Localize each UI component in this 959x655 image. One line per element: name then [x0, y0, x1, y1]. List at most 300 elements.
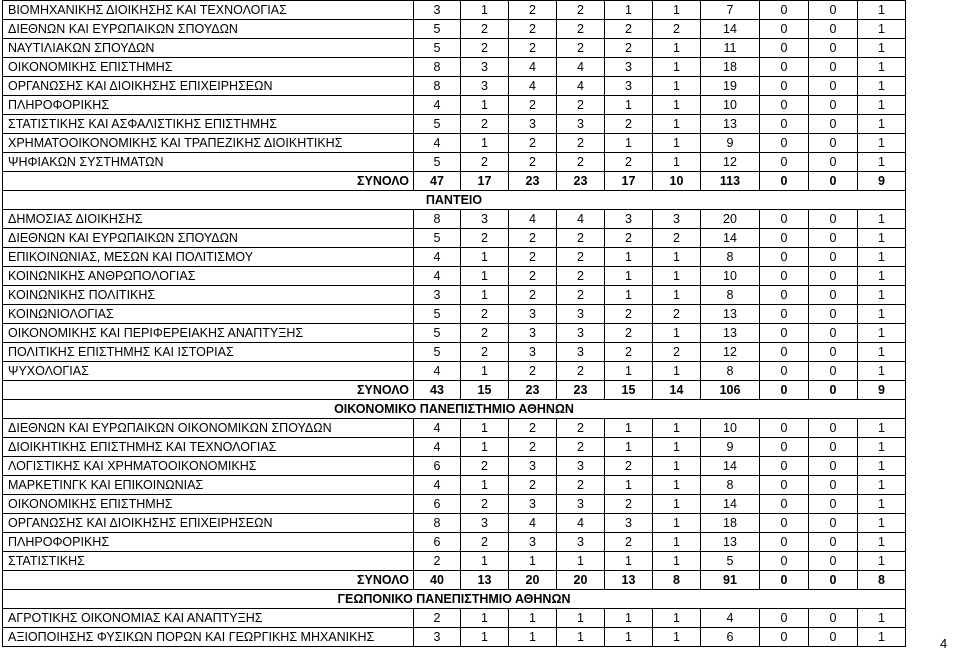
department-name-cell: ΨΗΦΙΑΚΩΝ ΣΥΣΤΗΜΑΤΩΝ — [3, 153, 414, 172]
value-cell-9: 0 — [809, 77, 858, 96]
value-cell-5: 13 — [605, 571, 653, 590]
section-header-row — [3, 590, 906, 609]
value-cell-6: 1 — [653, 1, 701, 20]
value-cell-5: 2 — [605, 305, 653, 324]
value-cell-7: 7 — [701, 1, 760, 20]
table-row — [3, 39, 906, 58]
table-row — [3, 20, 906, 39]
value-cell-8: 0 — [760, 39, 809, 58]
value-cell-6: 2 — [653, 229, 701, 248]
value-cell-3: 20 — [509, 571, 557, 590]
department-name-cell: ΚΟΙΝΩΝΙΚΗΣ ΑΝΘΡΩΠΟΛΟΓΙΑΣ — [3, 267, 414, 286]
value-cell-2: 1 — [461, 362, 509, 381]
value-cell-9: 0 — [809, 628, 858, 647]
value-cell-10: 1 — [858, 305, 906, 324]
value-cell-6: 1 — [653, 324, 701, 343]
value-cell-3: 2 — [509, 267, 557, 286]
value-cell-1: 47 — [414, 172, 461, 191]
value-cell-4: 1 — [557, 628, 605, 647]
value-cell-4: 3 — [557, 533, 605, 552]
value-cell-7: 8 — [701, 286, 760, 305]
value-cell-4: 2 — [557, 362, 605, 381]
department-name-cell: ΟΡΓΑΝΩΣΗΣ ΚΑΙ ΔΙΟΙΚΗΣΗΣ ΕΠΙΧΕΙΡΗΣΕΩΝ — [3, 77, 414, 96]
value-cell-7: 9 — [701, 438, 760, 457]
value-cell-2: 3 — [461, 58, 509, 77]
value-cell-2: 1 — [461, 552, 509, 571]
value-cell-5: 3 — [605, 514, 653, 533]
value-cell-8: 0 — [760, 514, 809, 533]
value-cell-6: 1 — [653, 39, 701, 58]
value-cell-1: 3 — [414, 286, 461, 305]
value-cell-3: 4 — [509, 58, 557, 77]
value-cell-8: 0 — [760, 419, 809, 438]
value-cell-3: 1 — [509, 552, 557, 571]
value-cell-7: 11 — [701, 39, 760, 58]
department-name-cell: ΟΙΚΟΝΟΜΙΚΗΣ ΕΠΙΣΤΗΜΗΣ — [3, 58, 414, 77]
value-cell-9: 0 — [809, 419, 858, 438]
value-cell-1: 5 — [414, 115, 461, 134]
value-cell-1: 5 — [414, 39, 461, 58]
value-cell-1: 40 — [414, 571, 461, 590]
value-cell-5: 2 — [605, 153, 653, 172]
value-cell-4: 3 — [557, 305, 605, 324]
value-cell-6: 1 — [653, 248, 701, 267]
value-cell-5: 3 — [605, 210, 653, 229]
value-cell-6: 1 — [653, 476, 701, 495]
value-cell-6: 1 — [653, 628, 701, 647]
value-cell-10: 1 — [858, 210, 906, 229]
value-cell-2: 13 — [461, 571, 509, 590]
value-cell-7: 13 — [701, 115, 760, 134]
value-cell-5: 1 — [605, 609, 653, 628]
value-cell-9: 0 — [809, 381, 858, 400]
department-name-cell: ΠΛΗΡΟΦΟΡΙΚΗΣ — [3, 96, 414, 115]
department-name-cell: ΔΙΕΘΝΩΝ ΚΑΙ ΕΥΡΩΠΑΙΚΩΝ ΣΠΟΥΔΩΝ — [3, 229, 414, 248]
value-cell-6: 2 — [653, 343, 701, 362]
value-cell-4: 3 — [557, 457, 605, 476]
value-cell-10: 1 — [858, 229, 906, 248]
value-cell-5: 2 — [605, 533, 653, 552]
value-cell-7: 13 — [701, 324, 760, 343]
value-cell-4: 2 — [557, 20, 605, 39]
value-cell-3: 2 — [509, 229, 557, 248]
section-header-row — [3, 191, 906, 210]
value-cell-7: 12 — [701, 343, 760, 362]
value-cell-4: 2 — [557, 153, 605, 172]
value-cell-7: 13 — [701, 533, 760, 552]
data-table — [2, 0, 906, 647]
value-cell-5: 2 — [605, 495, 653, 514]
value-cell-7: 9 — [701, 134, 760, 153]
department-name-cell: ΔΗΜΟΣΙΑΣ ΔΙΟΙΚΗΣΗΣ — [3, 210, 414, 229]
value-cell-5: 1 — [605, 476, 653, 495]
value-cell-4: 23 — [557, 172, 605, 191]
value-cell-10: 1 — [858, 77, 906, 96]
value-cell-4: 23 — [557, 381, 605, 400]
value-cell-2: 1 — [461, 248, 509, 267]
value-cell-1: 2 — [414, 609, 461, 628]
value-cell-2: 3 — [461, 514, 509, 533]
value-cell-7: 113 — [701, 172, 760, 191]
value-cell-1: 5 — [414, 343, 461, 362]
value-cell-7: 8 — [701, 362, 760, 381]
table-row — [3, 438, 906, 457]
table-row — [3, 229, 906, 248]
value-cell-8: 0 — [760, 438, 809, 457]
value-cell-1: 4 — [414, 96, 461, 115]
value-cell-3: 1 — [509, 609, 557, 628]
value-cell-1: 5 — [414, 20, 461, 39]
value-cell-9: 0 — [809, 115, 858, 134]
value-cell-2: 2 — [461, 305, 509, 324]
value-cell-1: 8 — [414, 58, 461, 77]
value-cell-2: 2 — [461, 229, 509, 248]
value-cell-9: 0 — [809, 476, 858, 495]
value-cell-9: 0 — [809, 552, 858, 571]
value-cell-10: 1 — [858, 248, 906, 267]
value-cell-2: 2 — [461, 115, 509, 134]
total-label: ΣΥΝΟΛΟ — [3, 381, 414, 400]
value-cell-3: 2 — [509, 286, 557, 305]
value-cell-4: 3 — [557, 343, 605, 362]
value-cell-3: 2 — [509, 153, 557, 172]
value-cell-5: 1 — [605, 267, 653, 286]
value-cell-8: 0 — [760, 286, 809, 305]
value-cell-7: 8 — [701, 476, 760, 495]
value-cell-1: 8 — [414, 514, 461, 533]
value-cell-10: 1 — [858, 324, 906, 343]
value-cell-10: 1 — [858, 1, 906, 20]
value-cell-1: 6 — [414, 457, 461, 476]
value-cell-10: 9 — [858, 172, 906, 191]
table-row — [3, 457, 906, 476]
value-cell-8: 0 — [760, 495, 809, 514]
department-name-cell: ΚΟΙΝΩΝΙΟΛΟΓΙΑΣ — [3, 305, 414, 324]
value-cell-4: 20 — [557, 571, 605, 590]
table-row — [3, 153, 906, 172]
department-name-cell: ΧΡΗΜΑΤΟΟΙΚΟΝΟΜΙΚΗΣ ΚΑΙ ΤΡΑΠΕΖΙΚΗΣ ΔΙΟΙΚΗΤΙΚΗΣ — [3, 134, 414, 153]
department-name-cell: ΣΤΑΤΙΣΤΙΚΗΣ ΚΑΙ ΑΣΦΑΛΙΣΤΙΚΗΣ ΕΠΙΣΤΗΜΗΣ — [3, 115, 414, 134]
value-cell-8: 0 — [760, 20, 809, 39]
value-cell-3: 3 — [509, 305, 557, 324]
value-cell-5: 2 — [605, 39, 653, 58]
value-cell-5: 2 — [605, 324, 653, 343]
value-cell-10: 1 — [858, 134, 906, 153]
value-cell-8: 0 — [760, 305, 809, 324]
value-cell-10: 1 — [858, 419, 906, 438]
total-row — [3, 172, 906, 191]
table-row — [3, 115, 906, 134]
value-cell-3: 2 — [509, 248, 557, 267]
department-name-cell: ΟΡΓΑΝΩΣΗΣ ΚΑΙ ΔΙΟΙΚΗΣΗΣ ΕΠΙΧΕΙΡΗΣΕΩΝ — [3, 514, 414, 533]
value-cell-8: 0 — [760, 324, 809, 343]
value-cell-3: 23 — [509, 172, 557, 191]
value-cell-7: 4 — [701, 609, 760, 628]
value-cell-5: 1 — [605, 628, 653, 647]
value-cell-3: 23 — [509, 381, 557, 400]
value-cell-9: 0 — [809, 495, 858, 514]
table-row — [3, 1, 906, 20]
value-cell-4: 3 — [557, 495, 605, 514]
value-cell-3: 2 — [509, 362, 557, 381]
value-cell-4: 2 — [557, 419, 605, 438]
value-cell-6: 1 — [653, 438, 701, 457]
value-cell-5: 1 — [605, 286, 653, 305]
department-name-cell: ΑΓΡΟΤΙΚΗΣ ΟΙΚΟΝΟΜΙΑΣ ΚΑΙ ΑΝΑΠΤΥΞΗΣ — [3, 609, 414, 628]
department-name-cell: ΚΟΙΝΩΝΙΚΗΣ ΠΟΛΙΤΙΚΗΣ — [3, 286, 414, 305]
value-cell-6: 1 — [653, 134, 701, 153]
value-cell-2: 2 — [461, 153, 509, 172]
section-title: ΟΙΚΟΝΟΜΙΚΟ ΠΑΝΕΠΙΣΤΗΜΙΟ ΑΘΗΝΩΝ — [3, 400, 906, 419]
value-cell-9: 0 — [809, 39, 858, 58]
section-title: ΓΕΩΠΟΝΙΚΟ ΠΑΝΕΠΙΣΤΗΜΙΟ ΑΘΗΝΩΝ — [3, 590, 906, 609]
value-cell-5: 2 — [605, 457, 653, 476]
value-cell-10: 1 — [858, 495, 906, 514]
value-cell-5: 3 — [605, 77, 653, 96]
value-cell-4: 2 — [557, 286, 605, 305]
value-cell-1: 5 — [414, 229, 461, 248]
value-cell-4: 2 — [557, 1, 605, 20]
table-row — [3, 77, 906, 96]
value-cell-5: 17 — [605, 172, 653, 191]
value-cell-6: 1 — [653, 362, 701, 381]
value-cell-7: 19 — [701, 77, 760, 96]
value-cell-8: 0 — [760, 476, 809, 495]
value-cell-7: 18 — [701, 58, 760, 77]
value-cell-9: 0 — [809, 267, 858, 286]
value-cell-5: 3 — [605, 58, 653, 77]
value-cell-1: 5 — [414, 324, 461, 343]
value-cell-10: 1 — [858, 115, 906, 134]
value-cell-9: 0 — [809, 438, 858, 457]
value-cell-6: 1 — [653, 609, 701, 628]
value-cell-8: 0 — [760, 628, 809, 647]
value-cell-1: 3 — [414, 628, 461, 647]
value-cell-2: 2 — [461, 495, 509, 514]
value-cell-4: 4 — [557, 514, 605, 533]
value-cell-10: 1 — [858, 438, 906, 457]
value-cell-6: 8 — [653, 571, 701, 590]
value-cell-6: 14 — [653, 381, 701, 400]
value-cell-8: 0 — [760, 571, 809, 590]
value-cell-6: 1 — [653, 457, 701, 476]
value-cell-2: 1 — [461, 286, 509, 305]
value-cell-3: 2 — [509, 96, 557, 115]
value-cell-7: 14 — [701, 229, 760, 248]
table-row — [3, 210, 906, 229]
value-cell-2: 2 — [461, 324, 509, 343]
value-cell-10: 1 — [858, 476, 906, 495]
value-cell-8: 0 — [760, 96, 809, 115]
value-cell-4: 1 — [557, 552, 605, 571]
table-row — [3, 552, 906, 571]
table-body — [3, 1, 906, 647]
value-cell-1: 6 — [414, 495, 461, 514]
value-cell-3: 3 — [509, 343, 557, 362]
value-cell-5: 1 — [605, 96, 653, 115]
value-cell-4: 2 — [557, 229, 605, 248]
value-cell-5: 1 — [605, 134, 653, 153]
value-cell-9: 0 — [809, 1, 858, 20]
value-cell-8: 0 — [760, 343, 809, 362]
value-cell-8: 0 — [760, 533, 809, 552]
value-cell-2: 1 — [461, 419, 509, 438]
value-cell-3: 2 — [509, 39, 557, 58]
value-cell-3: 1 — [509, 628, 557, 647]
value-cell-4: 4 — [557, 77, 605, 96]
table-row — [3, 628, 906, 647]
department-name-cell: ΑΞΙΟΠΟΙΗΣΗΣ ΦΥΣΙΚΩΝ ΠΟΡΩΝ ΚΑΙ ΓΕΩΡΓΙΚΗΣ ΜΗΧΑΝΙΚΗΣ — [3, 628, 414, 647]
value-cell-7: 91 — [701, 571, 760, 590]
value-cell-9: 0 — [809, 229, 858, 248]
table-row — [3, 96, 906, 115]
value-cell-10: 1 — [858, 20, 906, 39]
value-cell-3: 3 — [509, 457, 557, 476]
value-cell-2: 2 — [461, 457, 509, 476]
value-cell-1: 3 — [414, 1, 461, 20]
value-cell-2: 2 — [461, 533, 509, 552]
value-cell-10: 1 — [858, 343, 906, 362]
value-cell-1: 8 — [414, 210, 461, 229]
value-cell-6: 1 — [653, 267, 701, 286]
value-cell-7: 18 — [701, 514, 760, 533]
value-cell-7: 14 — [701, 20, 760, 39]
value-cell-6: 2 — [653, 305, 701, 324]
value-cell-2: 3 — [461, 77, 509, 96]
value-cell-7: 10 — [701, 419, 760, 438]
value-cell-1: 8 — [414, 77, 461, 96]
value-cell-3: 3 — [509, 533, 557, 552]
value-cell-5: 1 — [605, 1, 653, 20]
value-cell-6: 3 — [653, 210, 701, 229]
value-cell-2: 1 — [461, 628, 509, 647]
value-cell-6: 1 — [653, 286, 701, 305]
value-cell-1: 4 — [414, 362, 461, 381]
value-cell-5: 15 — [605, 381, 653, 400]
value-cell-10: 1 — [858, 267, 906, 286]
value-cell-3: 2 — [509, 438, 557, 457]
value-cell-10: 1 — [858, 628, 906, 647]
table-row — [3, 305, 906, 324]
value-cell-1: 5 — [414, 305, 461, 324]
table-row — [3, 343, 906, 362]
value-cell-4: 2 — [557, 134, 605, 153]
value-cell-2: 1 — [461, 1, 509, 20]
table-row — [3, 324, 906, 343]
value-cell-8: 0 — [760, 609, 809, 628]
value-cell-2: 1 — [461, 267, 509, 286]
department-name-cell: ΔΙΕΘΝΩΝ ΚΑΙ ΕΥΡΩΠΑΙΚΩΝ ΟΙΚΟΝΟΜΙΚΩΝ ΣΠΟΥΔΩΝ — [3, 419, 414, 438]
table-row — [3, 58, 906, 77]
value-cell-9: 0 — [809, 96, 858, 115]
department-name-cell: ΠΛΗΡΟΦΟΡΙΚΗΣ — [3, 533, 414, 552]
value-cell-10: 1 — [858, 153, 906, 172]
total-row — [3, 381, 906, 400]
value-cell-9: 0 — [809, 286, 858, 305]
value-cell-8: 0 — [760, 153, 809, 172]
value-cell-7: 20 — [701, 210, 760, 229]
value-cell-1: 4 — [414, 267, 461, 286]
value-cell-4: 2 — [557, 39, 605, 58]
value-cell-9: 0 — [809, 172, 858, 191]
value-cell-7: 12 — [701, 153, 760, 172]
value-cell-7: 8 — [701, 248, 760, 267]
value-cell-9: 0 — [809, 248, 858, 267]
value-cell-10: 1 — [858, 457, 906, 476]
value-cell-6: 1 — [653, 495, 701, 514]
value-cell-2: 1 — [461, 134, 509, 153]
value-cell-8: 0 — [760, 115, 809, 134]
department-name-cell: ΒΙΟΜΗΧΑΝΙΚΗΣ ΔΙΟΙΚΗΣΗΣ ΚΑΙ ΤΕΧΝΟΛΟΓΙΑΣ — [3, 1, 414, 20]
value-cell-9: 0 — [809, 343, 858, 362]
value-cell-4: 3 — [557, 324, 605, 343]
value-cell-3: 4 — [509, 210, 557, 229]
value-cell-2: 2 — [461, 20, 509, 39]
value-cell-8: 0 — [760, 172, 809, 191]
value-cell-6: 10 — [653, 172, 701, 191]
value-cell-7: 13 — [701, 305, 760, 324]
value-cell-8: 0 — [760, 267, 809, 286]
value-cell-6: 1 — [653, 115, 701, 134]
value-cell-9: 0 — [809, 609, 858, 628]
table-row — [3, 495, 906, 514]
value-cell-1: 6 — [414, 533, 461, 552]
value-cell-10: 1 — [858, 552, 906, 571]
value-cell-6: 1 — [653, 552, 701, 571]
value-cell-4: 2 — [557, 438, 605, 457]
value-cell-7: 10 — [701, 96, 760, 115]
value-cell-7: 5 — [701, 552, 760, 571]
value-cell-10: 8 — [858, 571, 906, 590]
value-cell-6: 1 — [653, 514, 701, 533]
value-cell-2: 1 — [461, 438, 509, 457]
value-cell-7: 10 — [701, 267, 760, 286]
value-cell-9: 0 — [809, 457, 858, 476]
table-row — [3, 514, 906, 533]
value-cell-9: 0 — [809, 58, 858, 77]
value-cell-8: 0 — [760, 1, 809, 20]
value-cell-1: 4 — [414, 248, 461, 267]
value-cell-2: 1 — [461, 609, 509, 628]
value-cell-1: 43 — [414, 381, 461, 400]
value-cell-2: 1 — [461, 476, 509, 495]
value-cell-2: 3 — [461, 210, 509, 229]
value-cell-3: 2 — [509, 134, 557, 153]
department-name-cell: ΝΑΥΤΙΛΙΑΚΩΝ ΣΠΟΥΔΩΝ — [3, 39, 414, 58]
table-row — [3, 476, 906, 495]
value-cell-8: 0 — [760, 362, 809, 381]
value-cell-8: 0 — [760, 229, 809, 248]
value-cell-2: 2 — [461, 343, 509, 362]
department-name-cell: ΜΑΡΚΕΤΙΝΓΚ ΚΑΙ ΕΠΙΚΟΙΝΩΝΙΑΣ — [3, 476, 414, 495]
department-name-cell: ΨΥΧΟΛΟΓΙΑΣ — [3, 362, 414, 381]
value-cell-10: 1 — [858, 58, 906, 77]
total-row — [3, 571, 906, 590]
value-cell-10: 1 — [858, 609, 906, 628]
value-cell-3: 2 — [509, 20, 557, 39]
table-row — [3, 134, 906, 153]
section-header-row — [3, 400, 906, 419]
value-cell-1: 5 — [414, 153, 461, 172]
value-cell-4: 4 — [557, 58, 605, 77]
value-cell-8: 0 — [760, 134, 809, 153]
value-cell-2: 1 — [461, 96, 509, 115]
value-cell-10: 1 — [858, 39, 906, 58]
value-cell-6: 1 — [653, 96, 701, 115]
value-cell-8: 0 — [760, 58, 809, 77]
value-cell-3: 2 — [509, 1, 557, 20]
value-cell-9: 0 — [809, 210, 858, 229]
